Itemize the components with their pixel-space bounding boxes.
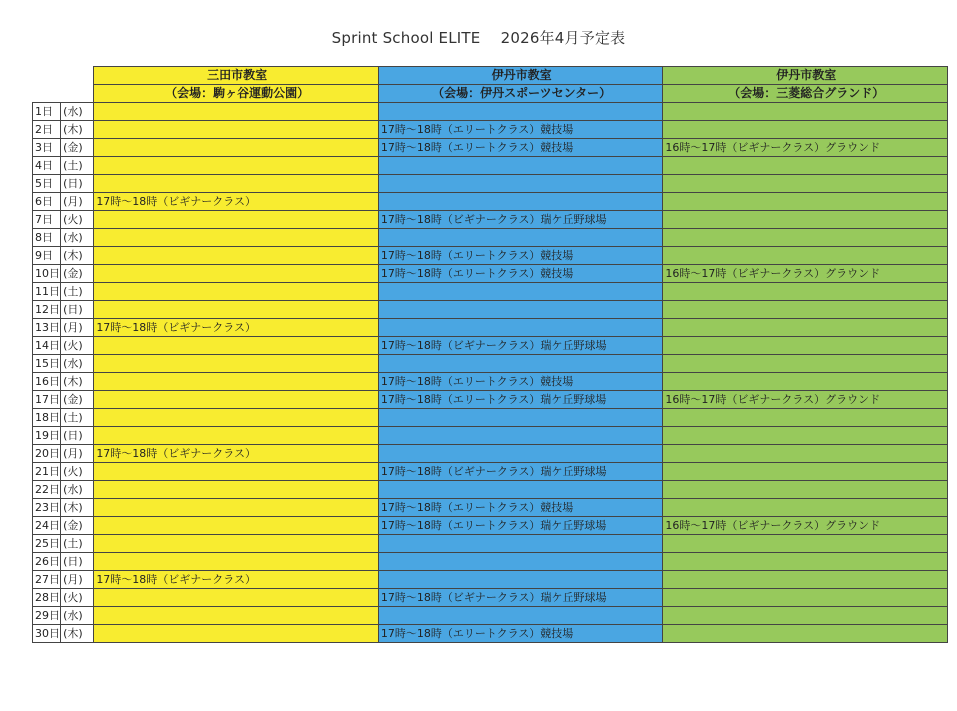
venue-c-cell	[663, 211, 948, 229]
venue-c-cell	[663, 373, 948, 391]
page-title: Sprint School ELITE 2026年4月予定表	[331, 29, 626, 47]
date-cell: 6日	[33, 193, 61, 211]
table-row	[33, 319, 948, 337]
table-row	[33, 337, 948, 355]
venue-b-cell	[378, 283, 663, 301]
venue-b-cell: 17時～18時（ビギナークラス）瑞ケ丘野球場	[378, 337, 663, 355]
date-cell: 11日	[33, 283, 61, 301]
venue-b-cell	[378, 481, 663, 499]
weekday-cell: (月)	[61, 571, 94, 589]
header-blank	[33, 67, 94, 85]
table-row	[33, 589, 948, 607]
venue-b-cell: 17時～18時（ビギナークラス）瑞ケ丘野球場	[378, 589, 663, 607]
date-cell: 16日	[33, 373, 61, 391]
weekday-cell: (火)	[61, 463, 94, 481]
table-row	[33, 427, 948, 445]
table-row	[33, 175, 948, 193]
venue-b-cell	[378, 607, 663, 625]
date-cell: 9日	[33, 247, 61, 265]
date-cell: 2日	[33, 121, 61, 139]
table-row	[33, 373, 948, 391]
table-row	[33, 553, 948, 571]
venue-c-cell	[663, 553, 948, 571]
venue-a-cell	[94, 301, 379, 319]
venue-a-cell	[94, 211, 379, 229]
weekday-cell: (土)	[61, 409, 94, 427]
venue-b-place: （会場：伊丹スポーツセンター）	[378, 85, 663, 103]
date-cell: 12日	[33, 301, 61, 319]
date-cell: 1日	[33, 103, 61, 121]
table-row	[33, 355, 948, 373]
venue-b-cell	[378, 427, 663, 445]
venue-b-cell: 17時～18時（エリートクラス）競技場	[378, 625, 663, 643]
venue-c-cell	[663, 571, 948, 589]
venue-b-name: 伊丹市教室	[378, 67, 663, 85]
venue-a-cell	[94, 517, 379, 535]
table-row	[33, 499, 948, 517]
venue-c-cell	[663, 319, 948, 337]
venue-c-cell	[663, 193, 948, 211]
venue-c-cell: 16時～17時（ビギナークラス）グラウンド	[663, 139, 948, 157]
venue-c-cell	[663, 301, 948, 319]
weekday-cell: (日)	[61, 175, 94, 193]
date-cell: 26日	[33, 553, 61, 571]
table-row	[33, 445, 948, 463]
weekday-cell: (土)	[61, 157, 94, 175]
venue-c-cell	[663, 121, 948, 139]
venue-a-cell	[94, 409, 379, 427]
venue-c-cell	[663, 157, 948, 175]
venue-a-place: （会場：駒ヶ谷運動公園）	[94, 85, 379, 103]
table-row	[33, 103, 948, 121]
venue-a-cell	[94, 463, 379, 481]
table-row	[33, 265, 948, 283]
table-row	[33, 517, 948, 535]
table-row	[33, 625, 948, 643]
date-cell: 24日	[33, 517, 61, 535]
venue-a-cell	[94, 535, 379, 553]
table-row	[33, 211, 948, 229]
date-cell: 13日	[33, 319, 61, 337]
venue-b-cell: 17時～18時（ビギナークラス）瑞ケ丘野球場	[378, 463, 663, 481]
table-row	[33, 157, 948, 175]
venue-b-cell	[378, 175, 663, 193]
venue-b-cell: 17時～18時（エリートクラス）競技場	[378, 499, 663, 517]
weekday-cell: (土)	[61, 535, 94, 553]
weekday-cell: (火)	[61, 211, 94, 229]
date-cell: 19日	[33, 427, 61, 445]
date-cell: 5日	[33, 175, 61, 193]
venue-b-cell	[378, 445, 663, 463]
venue-a-cell	[94, 247, 379, 265]
venue-c-cell	[663, 409, 948, 427]
venue-a-cell	[94, 337, 379, 355]
venue-a-cell: 17時～18時（ビギナークラス）	[94, 445, 379, 463]
venue-a-cell	[94, 103, 379, 121]
venue-b-cell	[378, 409, 663, 427]
venue-b-cell: 17時～18時（エリートクラス）競技場	[378, 121, 663, 139]
date-cell: 25日	[33, 535, 61, 553]
venue-c-cell	[663, 103, 948, 121]
weekday-cell: (日)	[61, 301, 94, 319]
venue-a-cell	[94, 607, 379, 625]
venue-c-cell	[663, 625, 948, 643]
venue-a-cell	[94, 355, 379, 373]
venue-a-cell	[94, 121, 379, 139]
venue-c-cell: 16時～17時（ビギナークラス）グラウンド	[663, 265, 948, 283]
venue-b-cell	[378, 535, 663, 553]
date-cell: 3日	[33, 139, 61, 157]
venue-b-cell: 17時～18時（エリートクラス）競技場	[378, 373, 663, 391]
venue-b-cell	[378, 319, 663, 337]
venue-a-cell	[94, 553, 379, 571]
schedule-table	[32, 66, 948, 643]
weekday-cell: (土)	[61, 283, 94, 301]
date-cell: 4日	[33, 157, 61, 175]
weekday-cell: (月)	[61, 193, 94, 211]
table-row	[33, 247, 948, 265]
date-cell: 14日	[33, 337, 61, 355]
venue-a-cell	[94, 175, 379, 193]
venue-a-cell	[94, 427, 379, 445]
venue-b-cell	[378, 553, 663, 571]
venue-c-cell	[663, 463, 948, 481]
venue-b-cell	[378, 157, 663, 175]
venue-c-cell	[663, 535, 948, 553]
venue-b-cell	[378, 193, 663, 211]
weekday-cell: (火)	[61, 589, 94, 607]
weekday-cell: (木)	[61, 625, 94, 643]
date-cell: 29日	[33, 607, 61, 625]
date-cell: 15日	[33, 355, 61, 373]
venue-b-cell	[378, 355, 663, 373]
weekday-cell: (木)	[61, 121, 94, 139]
venue-a-cell	[94, 391, 379, 409]
venue-c-cell	[663, 607, 948, 625]
venue-a-name: 三田市教室	[94, 67, 379, 85]
table-row	[33, 301, 948, 319]
table-row	[33, 391, 948, 409]
venue-c-cell	[663, 499, 948, 517]
venue-a-cell	[94, 265, 379, 283]
venue-a-cell	[94, 373, 379, 391]
table-row	[33, 193, 948, 211]
table-row	[33, 463, 948, 481]
date-cell: 10日	[33, 265, 61, 283]
venue-a-cell	[94, 229, 379, 247]
weekday-cell: (金)	[61, 391, 94, 409]
header-blank	[33, 85, 94, 103]
weekday-cell: (木)	[61, 373, 94, 391]
weekday-cell: (水)	[61, 355, 94, 373]
weekday-cell: (月)	[61, 445, 94, 463]
date-cell: 21日	[33, 463, 61, 481]
venue-a-cell: 17時～18時（ビギナークラス）	[94, 319, 379, 337]
weekday-cell: (金)	[61, 517, 94, 535]
venue-b-cell	[378, 301, 663, 319]
date-cell: 23日	[33, 499, 61, 517]
table-row	[33, 139, 948, 157]
weekday-cell: (木)	[61, 499, 94, 517]
venue-a-cell	[94, 589, 379, 607]
venue-c-cell	[663, 337, 948, 355]
venue-c-cell	[663, 427, 948, 445]
date-cell: 28日	[33, 589, 61, 607]
venue-a-cell	[94, 139, 379, 157]
table-row	[33, 535, 948, 553]
venue-c-cell	[663, 247, 948, 265]
table-row	[33, 283, 948, 301]
weekday-cell: (水)	[61, 229, 94, 247]
date-cell: 17日	[33, 391, 61, 409]
weekday-cell: (金)	[61, 139, 94, 157]
venue-c-cell	[663, 283, 948, 301]
weekday-cell: (木)	[61, 247, 94, 265]
table-row	[33, 121, 948, 139]
venue-place-row	[33, 85, 948, 103]
venue-b-cell: 17時～18時（エリートクラス）瑞ケ丘野球場	[378, 517, 663, 535]
venue-a-cell	[94, 499, 379, 517]
venue-c-name: 伊丹市教室	[663, 67, 948, 85]
date-cell: 22日	[33, 481, 61, 499]
date-cell: 30日	[33, 625, 61, 643]
venue-b-cell: 17時～18時（エリートクラス）競技場	[378, 247, 663, 265]
table-row	[33, 481, 948, 499]
weekday-cell: (金)	[61, 265, 94, 283]
venue-a-cell	[94, 283, 379, 301]
venue-c-cell	[663, 175, 948, 193]
weekday-cell: (日)	[61, 553, 94, 571]
venue-b-cell	[378, 571, 663, 589]
schedule-body	[33, 103, 948, 643]
date-cell: 7日	[33, 211, 61, 229]
venue-c-cell	[663, 589, 948, 607]
venue-b-cell: 17時～18時（エリートクラス）競技場	[378, 139, 663, 157]
venue-a-cell	[94, 481, 379, 499]
date-cell: 27日	[33, 571, 61, 589]
table-row	[33, 571, 948, 589]
venue-b-cell	[378, 103, 663, 121]
venue-c-cell	[663, 481, 948, 499]
weekday-cell: (日)	[61, 427, 94, 445]
date-cell: 8日	[33, 229, 61, 247]
date-cell: 20日	[33, 445, 61, 463]
venue-name-row	[33, 67, 948, 85]
venue-a-cell: 17時～18時（ビギナークラス）	[94, 571, 379, 589]
venue-c-cell	[663, 445, 948, 463]
weekday-cell: (水)	[61, 607, 94, 625]
venue-b-cell	[378, 229, 663, 247]
venue-a-cell: 17時～18時（ビギナークラス）	[94, 193, 379, 211]
venue-b-cell: 17時～18時（エリートクラス）競技場	[378, 265, 663, 283]
table-row	[33, 229, 948, 247]
weekday-cell: (火)	[61, 337, 94, 355]
venue-c-cell: 16時～17時（ビギナークラス）グラウンド	[663, 391, 948, 409]
venue-a-cell	[94, 157, 379, 175]
table-row	[33, 409, 948, 427]
weekday-cell: (水)	[61, 481, 94, 499]
venue-c-cell: 16時～17時（ビギナークラス）グラウンド	[663, 517, 948, 535]
venue-b-cell: 17時～18時（ビギナークラス）瑞ケ丘野球場	[378, 211, 663, 229]
venue-c-cell	[663, 355, 948, 373]
date-cell: 18日	[33, 409, 61, 427]
weekday-cell: (水)	[61, 103, 94, 121]
weekday-cell: (月)	[61, 319, 94, 337]
venue-c-place: （会場：三菱総合グランド）	[663, 85, 948, 103]
venue-b-cell: 17時～18時（エリートクラス）瑞ケ丘野球場	[378, 391, 663, 409]
table-row	[33, 607, 948, 625]
venue-a-cell	[94, 625, 379, 643]
venue-c-cell	[663, 229, 948, 247]
